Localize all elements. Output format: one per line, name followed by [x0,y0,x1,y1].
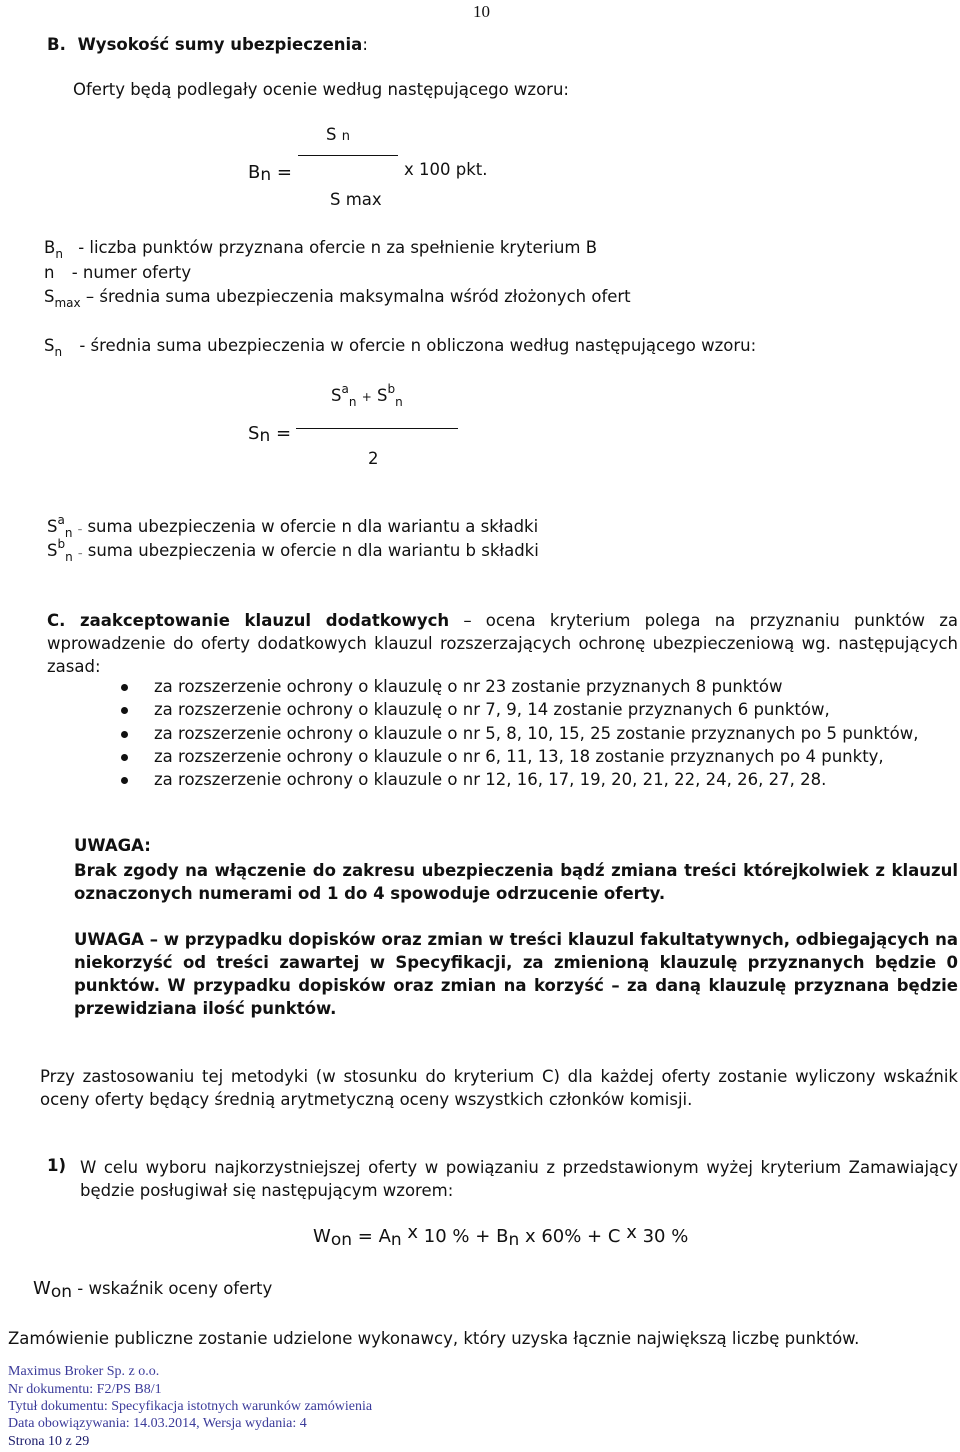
won-legend: Won - wskaźnik oceny oferty [33,1278,273,1302]
section-c-title: C. zaakceptowanie klauzul dodatkowych [47,611,450,630]
bullet-item: za rozszerzenie ochrony o klauzule o nr 12, 16, 17, 19, 20, 21, 22, 24, 26, 27, 28. [154,770,827,789]
bullet-dot [121,731,128,738]
won-formula: Won = An x 10 % + Bn x 60% + C x 30 % [313,1222,689,1250]
variant-a: $S^a_n$ – suma ubezpieczenia w ofercie n dla wariantu a składki [47,513,539,540]
section-b-title: Wysokość sumy ubezpieczenia [77,35,363,54]
sn-fraction-bar [296,428,458,429]
uwaga-label: UWAGA: [74,836,151,855]
bullet-item: za rozszerzenie ochrony o klauzulę o nr 23 zostanie przyznanych 8 punktów [154,677,783,696]
bullet-dot [121,777,128,784]
bn-fraction-bar [298,155,398,156]
bullet-item: za rozszerzenie ochrony o klauzule o nr 5, 8, 10, 15, 25 zostanie przyznanych po 5 punktów, [154,724,919,743]
item-1-number: 1) [47,1156,67,1175]
bullet-dot [121,754,128,761]
section-b-letter: B. [47,35,66,54]
section-c-paragraph [47,609,958,678]
footer-company: Maximus Broker Sp. z o.o. [8,1364,160,1379]
bn-formula-lhs: Bn = [248,162,292,185]
page-number: 10 [473,2,490,21]
footer-validity: Data obowiązywania: 14.03.2014, Wersja wydania: 4 [8,1416,307,1431]
uwaga-2-text: UWAGA – w przypadku dopisków oraz zmian w treści klauzul fakultatywnych, odbiegających na niekorzyść od treści zawartej w Specyfikacji, za zmienioną klauzulę przyznanych będzie 0 punktów. W przypadku dopisków oraz zmian na korzyść – za daną klauzulę przyznana będzie przewidziana ilość punktów. [74,930,958,1018]
legend-bn: $B_n$ - liczba punktów przyznana ofercie n za spełnienie kryterium B [44,238,598,261]
sn-formula-numerator: $S^a_n + S^b_n$ [331,382,403,409]
section-b-heading [47,35,368,54]
bullet-item: za rozszerzenie ochrony o klauzule o nr 6, 11, 13, 18 zostanie przyznanych po 4 punkty, [154,747,884,766]
section-c-text: – ocena kryterium polega na przyznaniu punktów za wprowadzenie do oferty dodatkowych klauzul rozszerzających ochronę ubezpieczeniową wg. następujących zasad: [47,611,958,676]
final-statement: Zamówienie publiczne zostanie udzielone wykonawcy, który uzyska łącznie największą liczbę punktów. [8,1329,860,1348]
legend-n: n - numer oferty [44,263,192,282]
variant-b: $S^b_n$ – suma ubezpieczenia w ofercie n dla wariantu b składki [47,537,539,564]
method-paragraph: Przy zastosowaniu tej metodyki (w stosunku do kryterium C) dla każdej oferty zostanie wyliczony wskaźnik oceny oferty będący średnią arytmetyczną oceny wszystkich członków komisji. [40,1067,958,1109]
legend-sn: $S_n$ - średnia suma ubezpieczenia w ofercie n obliczona według następującego wzoru: [44,336,757,359]
bullet-item: za rozszerzenie ochrony o klauzulę o nr 7, 9, 14 zostanie przyznanych 6 punktów, [154,700,830,719]
bn-formula-denominator: S max [330,190,382,209]
footer-page: Strona 10 z 29 [8,1434,90,1449]
uwaga-text: Brak zgody na włączenie do zakresu ubezpieczenia bądź zmiana treści którejkolwiek z klauzul oznaczonych numerami od 1 do 4 spowoduje odrzucenie oferty. [74,861,958,903]
section-b-colon: : [362,35,368,54]
item-1-text: W celu wyboru najkorzystniejszej oferty w powiązaniu z przedstawionym wyżej kryterium Zamawiający będzie posługiwał się następującym wzorem: [80,1158,958,1200]
bn-formula-numerator: S n [326,125,350,144]
legend-smax: $S_{max}$ – średnia suma ubezpieczenia maksymalna wśród złożonych ofert [44,287,631,310]
section-b-intro: Oferty będą podlegały ocenie według następującego wzoru: [73,80,569,99]
footer-doc-title: Tytuł dokumentu: Specyfikacja istotnych warunków zamówienia [8,1399,373,1414]
bullet-dot [121,707,128,714]
footer-doc-number: Nr dokumentu: F2/PS B8/1 [8,1382,162,1397]
sn-formula-lhs: Sn = [248,423,292,446]
sn-formula-denominator: 2 [368,449,379,468]
bn-formula-multiplier: x 100 pkt. [404,160,488,179]
bullet-dot [121,684,128,691]
